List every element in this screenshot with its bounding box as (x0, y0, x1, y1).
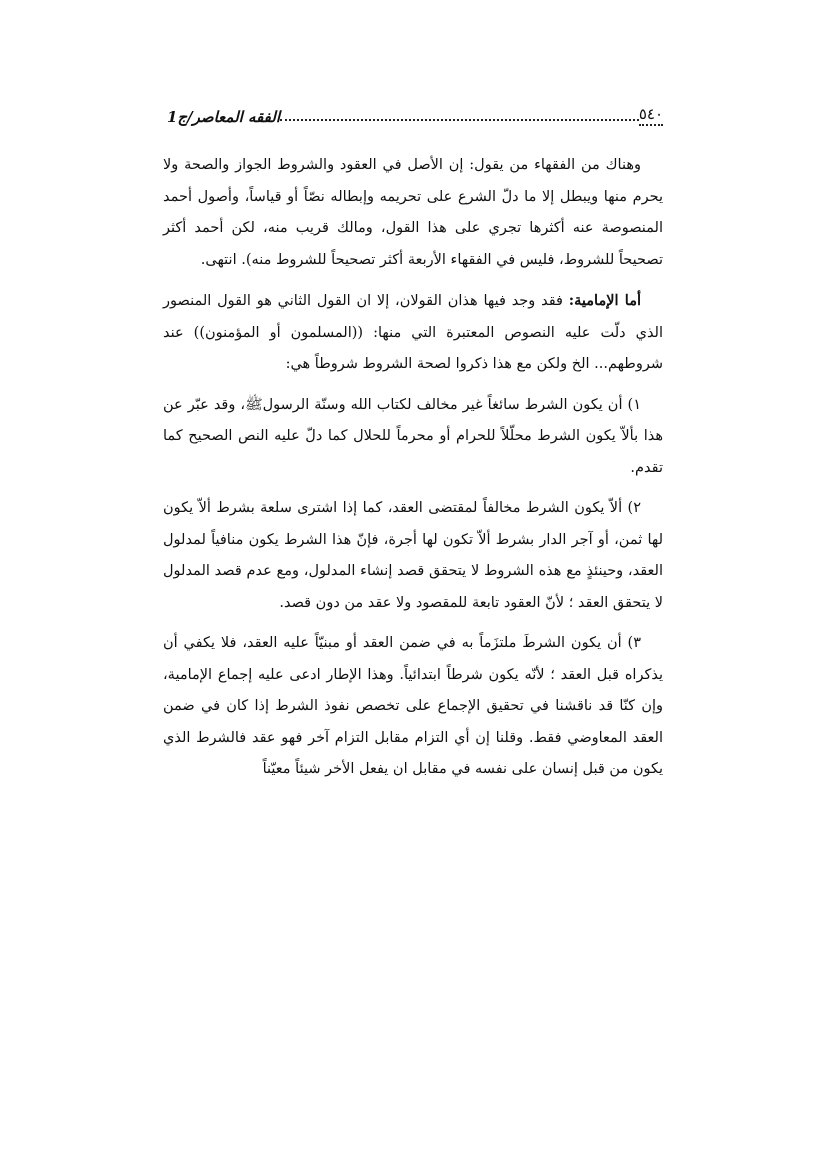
paragraph-2-text: فقد وجد فيها هذان القولان، إلا ان القول الثاني هو القول المنصور الذي دلّت عليه النصوص المعتبرة التي منها: ((المسلمون أو المؤمنون)) عند شروطهم... الخ ولكن مع هذا ذكروا لصحة الشروط شروطاً هي: (163, 293, 663, 372)
header-dotted-leader (280, 119, 639, 121)
book-title: الفقه المعاصر/ج1 (167, 108, 281, 126)
paragraph-4: ٢) ألاّ يكون الشرط مخالفاً لمقتضى العقد، كما إذا اشترى سلعة بشرط ألاّ يكون لها ثمن، أو آجر الدار بشرط ألاّ تكون لها أجرة، فإنّ هذا الشرط يكون منافياً لمدلول العقد، وحينئذٍ مع هذه الشروط لا يتحقق قصد إنشاء المدلول، ومع عدم قصد المدلول لا يتحقق العقد ؛ لأنّ العقود تابعة للمقصود ولا عقد من دون قصد. (163, 500, 663, 611)
paragraph-5: ٣) أن يكون الشرطَ ملتزَماً به في ضمن العقد أو مبنيّاً عليه العقد، فلا يكفي أن يذكراه قبل العقد ؛ لأنّه يكون شرطاً ابتدائياً. وهذا الإطار ادعى عليه إجماع الإمامية، وإن كنّا قد ناقشنا في تحقيق الإجماع على تخصص نفوذ الشرط إذا كان في ضمن العقد المعاوضي فقط. وقلنا إن أي التزام مقابل التزام آخر فهو عقد فالشرط الذي يكون من قبل إنسان على نفسه في مقابل ان يفعل الأخر شيئاً معيّناً (163, 635, 663, 777)
paragraph-3: ١) أن يكون الشرط سائغاً غير مخالف لكتاب الله وسنّة الرسولﷺ، وقد عبّر عن هذا بألاّ يكون الشرط محلّلاً للحرام أو محرماً للحلال كما دلّ عليه النص الصحيح كما تقدم. (163, 396, 663, 476)
body-text (163, 150, 663, 795)
paragraph-2 (163, 285, 663, 381)
paragraph-1: وهناك من الفقهاء من يقول: إن الأصل في العقود والشروط الجواز والصحة ولا يحرم منها ويبطل إلا ما دلّ الشرع على تحريمه وإبطاله نصّاً أو قياساً، وأصول أحمد المنصوصة عنه أكثرها تجري على هذا القول، ومالك قريب منه، لكن أحمد أكثر تصحيحاً للشروط، فليس في الفقهاء الأربعة أكثر تصحيحاً للشروط منه). انتهى. (163, 157, 663, 268)
paragraph-2-lead: أما الإمامية: (568, 292, 641, 309)
page-number: ٥٤٠ (639, 105, 663, 126)
running-header (163, 96, 663, 126)
